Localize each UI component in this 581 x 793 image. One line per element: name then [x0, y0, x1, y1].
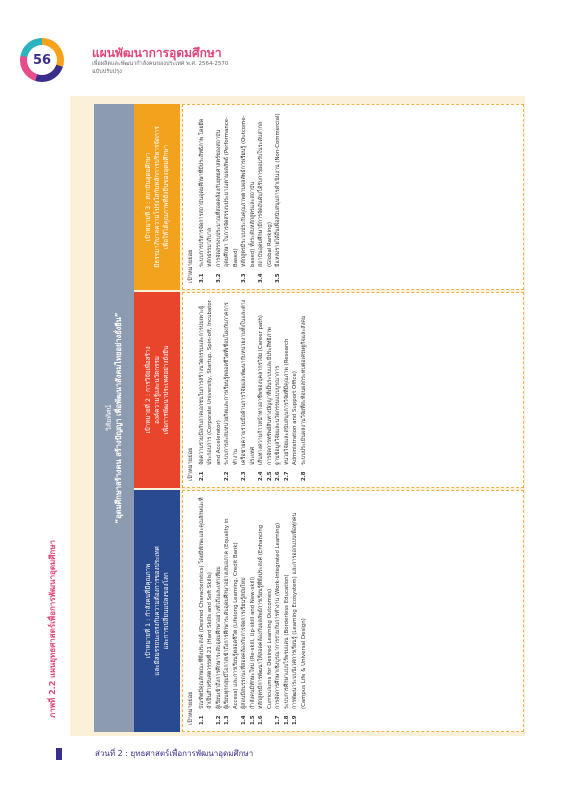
item-number: 3.2	[215, 273, 222, 283]
item-number: 2.4	[258, 471, 264, 481]
subgoal-label: เป้าหมายย่อย	[188, 447, 194, 481]
page-number-badge	[20, 38, 64, 82]
item-text: หลักสูตรมีระบบประกันคุณภาพตามผลลัพธ์การเรียนรู้ (Outcome-based) ทั้งระดับหลักสูตรและสถาบัน	[241, 115, 256, 267]
item-text: หน่วยวิจัยและสนับสนุนการวิจัยที่มีคุณภาพ (Research Administration and Support Office)	[283, 338, 298, 465]
list-item	[283, 299, 300, 481]
item-text: ผู้สอนมีสมรรถนะที่สอดคล้องกับการจัดการเรียนรู้สมัยใหม่	[241, 577, 247, 709]
goal-2-header	[134, 292, 180, 488]
list-item	[215, 111, 241, 283]
goal-2-body	[182, 292, 524, 488]
item-text: มีแหล่งรายได้อื่นเพื่อสนับสนุนการดำเนินงาน (Non-Commercial)	[275, 113, 281, 267]
list-item	[300, 299, 309, 481]
item-text: ระบบประเมินผลงานวิจัยที่สะท้อนผลกระทบต่อเศรษฐกิจและสังคม	[300, 315, 307, 465]
list-item	[240, 497, 249, 725]
footer-accent	[56, 748, 62, 760]
list-item	[274, 111, 283, 283]
goal-2-title: เป้าหมายที่ 2 : การวิจัยเพื่อสร้าง	[144, 346, 152, 434]
goal-2-line-3: เพื่อการพัฒนาประเทศอย่างยั่งยืน	[162, 345, 170, 435]
list-item	[240, 111, 257, 283]
list-item	[257, 299, 266, 481]
list-item	[274, 299, 283, 481]
list-item	[240, 299, 257, 481]
footer-section-title: ส่วนที่ 2 : ยุทธศาสตร์เพื่อการพัฒนาอุดมศึกษา	[95, 749, 254, 758]
goal-section-1	[134, 490, 524, 732]
item-number: 2.6	[275, 471, 281, 481]
goal-3-header	[134, 104, 180, 290]
item-text: สถาบันอุดมศึกษามีการจัดอันดับ/ได้รับการยอมรับในระดับสากล (Global Ranking)	[258, 121, 273, 267]
plan-title: แผนพัฒนาการอุดมศึกษา	[92, 46, 222, 60]
item-text: ระบบการศึกษาแบบไร้พรมแดน (Borderless Education)	[283, 574, 290, 709]
goal-1-header	[134, 490, 180, 732]
goal-3-line-2: มีธรรมาภิบาลความโปร่งใสกับหลักการบริหารจัดการ	[153, 126, 161, 268]
item-number: 3.1	[198, 273, 205, 283]
item-number: 2.8	[300, 471, 307, 481]
list-item	[291, 497, 308, 725]
list-item	[257, 111, 274, 283]
goal-section-3	[134, 104, 524, 290]
item-text: จัดความร่วมมือกับภาคเอกชนในการสร้างนวัตกรรมและการบ่มเพาะผู้ประกอบการ (Corporate University, Startup, Spin-off, Incubator and Accelerator)	[198, 300, 222, 465]
item-text: การจัดสรรงบประมาณที่สอดคล้องกับยุทธศาสตร์ของสถาบันอุดมศึกษา ในการจัดสรรงบประมาณตามผลลัพธ์ (Performance-Based)	[215, 117, 239, 267]
item-number: 2.7	[283, 471, 290, 481]
figure-caption: ภาพที่ 2.2 แผนยุทธศาสตร์เพื่อการพัฒนาอุดมศึกษา	[48, 539, 57, 718]
item-number: 1.2	[215, 715, 222, 725]
item-text: ระบบการสะสมหน่วยกิตและการเรียนรู้ตลอดชีวิตที่เชื่อมโยงกับภาคการทำงาน	[224, 302, 239, 465]
list-item	[257, 497, 274, 725]
item-text: การพัฒนาระบบนิเวศการเรียนรู้ (Learning Ecosystem) และการออกแบบเพื่อทุกคน (Campus Life & Universal Design)	[292, 512, 307, 709]
item-text: ระบบการบริหารจัดการสถาบันอุดมศึกษาที่มีประสิทธิภาพ โดยยึดหลักธรรมาภิบาล	[198, 118, 213, 267]
goal-3-body	[182, 104, 524, 290]
item-text: กำลังคนมีทักษะใหม่ (Re-skill, Up-skill and New-skill)	[249, 576, 256, 709]
list-item	[198, 497, 215, 725]
list-item	[249, 497, 258, 725]
item-text: การจัดการทรัพย์สินทางปัญญาที่เป็นระบบและมีประสิทธิภาพ	[266, 327, 273, 465]
item-number: 1.8	[283, 715, 290, 725]
page-number: 56	[27, 45, 57, 75]
list-item	[215, 497, 224, 725]
item-number: 1.1	[198, 715, 205, 725]
item-number: 1.6	[258, 715, 264, 725]
goal-section-2	[134, 292, 524, 488]
plan-subtitle: เพื่อผลิตและพัฒนากำลังคนของประเทศ พ.ศ. 2564-2570	[92, 61, 229, 67]
item-number: 2.2	[224, 471, 230, 481]
item-number: 2.1	[198, 471, 205, 481]
goal-1-line-3: และการเปลี่ยนแปลงของโลก	[162, 572, 170, 650]
vision-label: วิสัยทัศน์	[105, 404, 113, 432]
item-text: บัณฑิตมีคุณลักษณะที่พึงประสงค์ (Desired Characteristics) โดยมีทักษะและคุณลักษณะที่จำเป็นสำหรับศตวรรษที่ 21 (Hard Skills and Soft Skills)	[198, 497, 213, 709]
item-text: การจัดการศึกษาเชิงบูรณาการร่วมกับการทำงาน (Work-Integrated Learning)	[275, 522, 281, 709]
list-item	[274, 497, 283, 725]
subgoal-label: เป้าหมายย่อย	[188, 691, 194, 725]
item-number: 1.4	[241, 715, 247, 725]
goal-3-title: เป้าหมายที่ 3 : สถาบันอุดมศึกษา	[144, 152, 152, 242]
list-item	[198, 299, 224, 481]
item-number: 3.3	[241, 273, 247, 283]
item-text: เส้นทางความก้าวหน้าทางอาชีพของบุคลากรวิจัย (Career path)	[258, 315, 264, 465]
subgoal-label: เป้าหมายย่อย	[188, 249, 194, 283]
item-number: 2.5	[266, 471, 273, 481]
goal-1-body	[182, 490, 524, 732]
plan-edition: ฉบับปรับปรุง	[92, 69, 122, 75]
vision-header	[94, 104, 134, 732]
goal-2-line-2: องค์ความรู้และนวัตกรรม	[153, 356, 161, 424]
item-text: ผู้เรียนเข้าถึงการศึกษาระดับอุดมศึกษาอย่างทั่วถึงและเท่าเทียม	[215, 566, 222, 709]
item-number: 1.3	[224, 715, 230, 725]
item-text: หลักสูตรมีการพัฒนาให้สอดคล้องกับผลลัพธ์การเรียนรู้ที่พึงประสงค์ (Enhancing Curriculums for Desired Learning Outcomes)	[258, 524, 273, 709]
item-text: เครือข่ายความร่วมมือด้านการวิจัยและพัฒนากับหน่วยงานทั้งในและต่างประเทศ	[241, 299, 256, 465]
item-number: 3.4	[258, 273, 264, 283]
list-item	[266, 299, 275, 481]
goal-3-line-3: เพื่อให้ได้คุณภาพที่ยั่งยืนของอุดมศึกษา	[162, 144, 170, 250]
item-number: 1.9	[292, 715, 298, 725]
item-text: ผู้เรียนทุกกลุ่มมีโอกาสเข้าถึงการศึกษาระดับอุดมศึกษาอย่างเสมอภาค (Equality in Access) และการเรียนรู้ตลอดชีวิต (Lifelong Learning, Credit Bank)	[224, 518, 239, 709]
item-number: 1.7	[275, 715, 281, 725]
goal-1-line-2: และมีสมรรถนะตรงกับความต้องการของประเทศ	[153, 546, 161, 676]
item-text: ฐานข้อมูลวิจัยและนวัตกรรมแบบบูรณาการ	[275, 365, 281, 465]
list-item	[223, 299, 240, 481]
item-number: 3.5	[275, 273, 281, 283]
item-number: 1.5	[249, 715, 256, 725]
list-item	[283, 497, 292, 725]
vision-statement: “อุดมศึกษาสร้างคน สร้างปัญญา เพื่อพัฒนาสังคมไทยอย่างยั่งยืน”	[114, 312, 123, 524]
list-item	[198, 111, 215, 283]
list-item	[223, 497, 240, 725]
goal-1-title: เป้าหมายที่ 1 : กำลังคนที่มีคุณภาพ	[144, 563, 152, 659]
item-number: 2.3	[241, 471, 247, 481]
